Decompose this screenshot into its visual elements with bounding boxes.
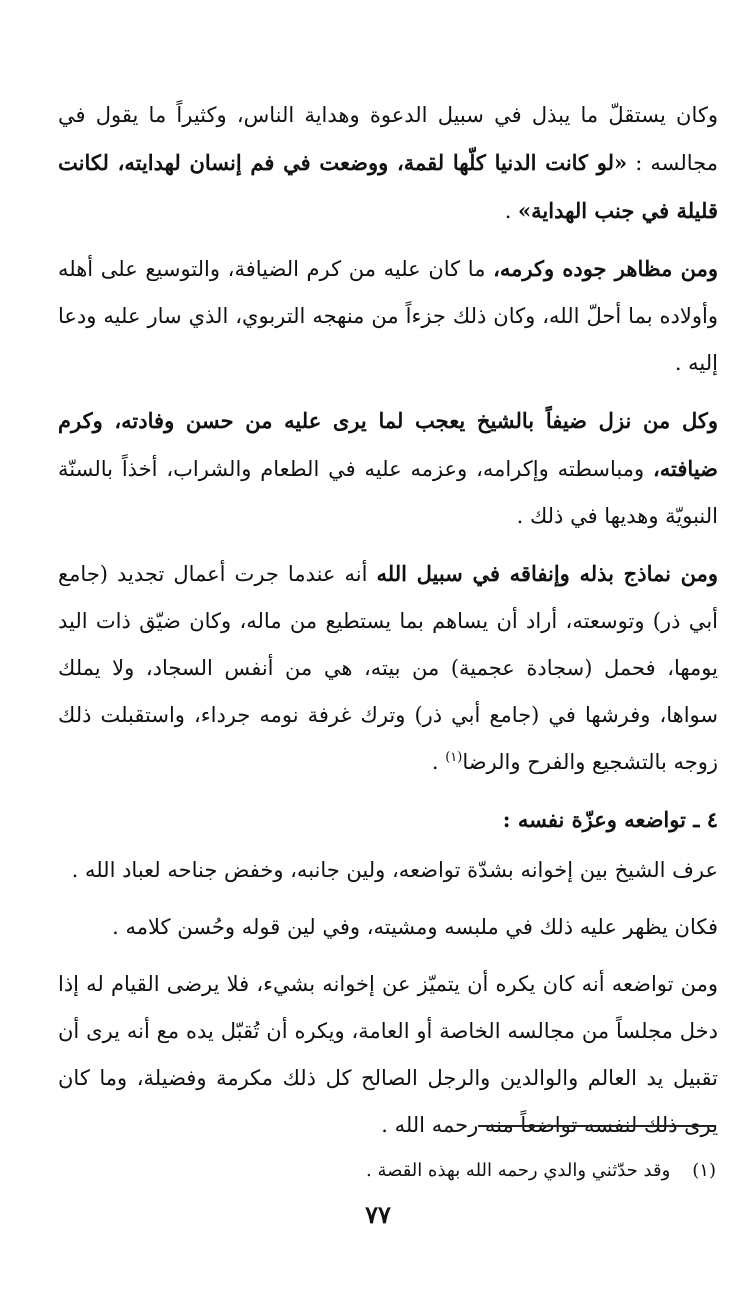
paragraph-3-lead: وكل من نزل ضيفاً بالشيخ يعجب لما يرى عليه من حسن وفادته، وكرم ضيافته، xyxy=(58,408,718,481)
paragraph-1-quote: «لو كانت الدنيا كلّها لقمة، ووضعت في فم إنسان لهدايته، لكانت قليلة في جنب الهداية» xyxy=(58,150,718,223)
section-heading: ٤ ـ تواضعه وعزّة نفسه : xyxy=(502,807,718,832)
paragraph-3-text: ومباسطته وإكرامه، وعزمه عليه في الطعام والشراب، أخذاً بالسنّة النبويّة وهديها في ذلك . xyxy=(58,457,718,528)
paragraph-2-text: ما كان عليه من كرم الضيافة، والتوسيع على أهله وأولاده بما أحلّ الله، وكان ذلك جزءاً من منهجه التربوي، الذي سار عليه ودعا إليه . xyxy=(58,257,718,375)
footnote-reference[interactable]: (١) xyxy=(445,750,463,765)
paragraph-4 xyxy=(58,550,718,786)
paragraph-4-end: . xyxy=(431,750,446,774)
page-body xyxy=(58,92,718,1149)
paragraph-1-end: . xyxy=(504,199,519,223)
paragraph-3 xyxy=(58,397,718,540)
footnote xyxy=(56,1160,716,1181)
footnote-number: (١) xyxy=(692,1160,716,1181)
paragraph-2-lead: ومن مظاهر جوده وكرمه، xyxy=(493,256,718,281)
paragraph-1-text: وكان يستقلّ ما يبذل في سبيل الدعوة وهداية الناس، وكثيراً ما يقول في مجالسه : xyxy=(58,103,718,175)
paragraph-7: ومن تواضعه أنه كان يكره أن يتميّز عن إخوانه بشيء، فلا يرضى القيام له إذا دخل مجلساً من مجالسه الخاصة أو العامة، ويكره أن تُقبّل يده مع أنه يرى أن تقبيل يد العالم والوالدين والرجل الصالح كل ذلك مكرمة وفضيلة، وما كان يرى ذلك لنفسه تواضعاً منه رحمه الله . xyxy=(58,972,718,1137)
paragraph-4-text: أنه عندما جرت أعمال تجديد (جامع أبي ذر) وتوسعته، أراد أن يساهم بما يستطيع من ماله، وكان ضيّق ذات اليد يومها، فحمل (سجادة عجمية) من بيته، هي من أنفس السجاد، ولا يملك سواها، وفرشها في (جامع أبي ذر) وترك غرفة نومه جرداء، واستقبلت ذلك زوجه بالتشجيع والفرح والرضا xyxy=(58,562,718,774)
paragraph-4-lead: ومن نماذج بذله وإنفاقه في سبيل الله xyxy=(376,561,718,586)
paragraph-2 xyxy=(58,245,718,387)
footnote-text: وقد حدّثني والدي رحمه الله بهذه القصة . xyxy=(366,1160,671,1181)
paragraph-6: فكان يظهر عليه ذلك في ملبسه ومشيته، وفي لين قوله وحُسن كلامه . xyxy=(112,915,718,939)
footnote-divider xyxy=(478,1125,716,1127)
paragraph-5: عرف الشيخ بين إخوانه بشدّة تواضعه، ولين جانبه، وخفض جناحه لعباد الله . xyxy=(71,858,718,882)
paragraph-1 xyxy=(58,92,718,235)
page-number: ٧٧ xyxy=(365,1200,391,1229)
